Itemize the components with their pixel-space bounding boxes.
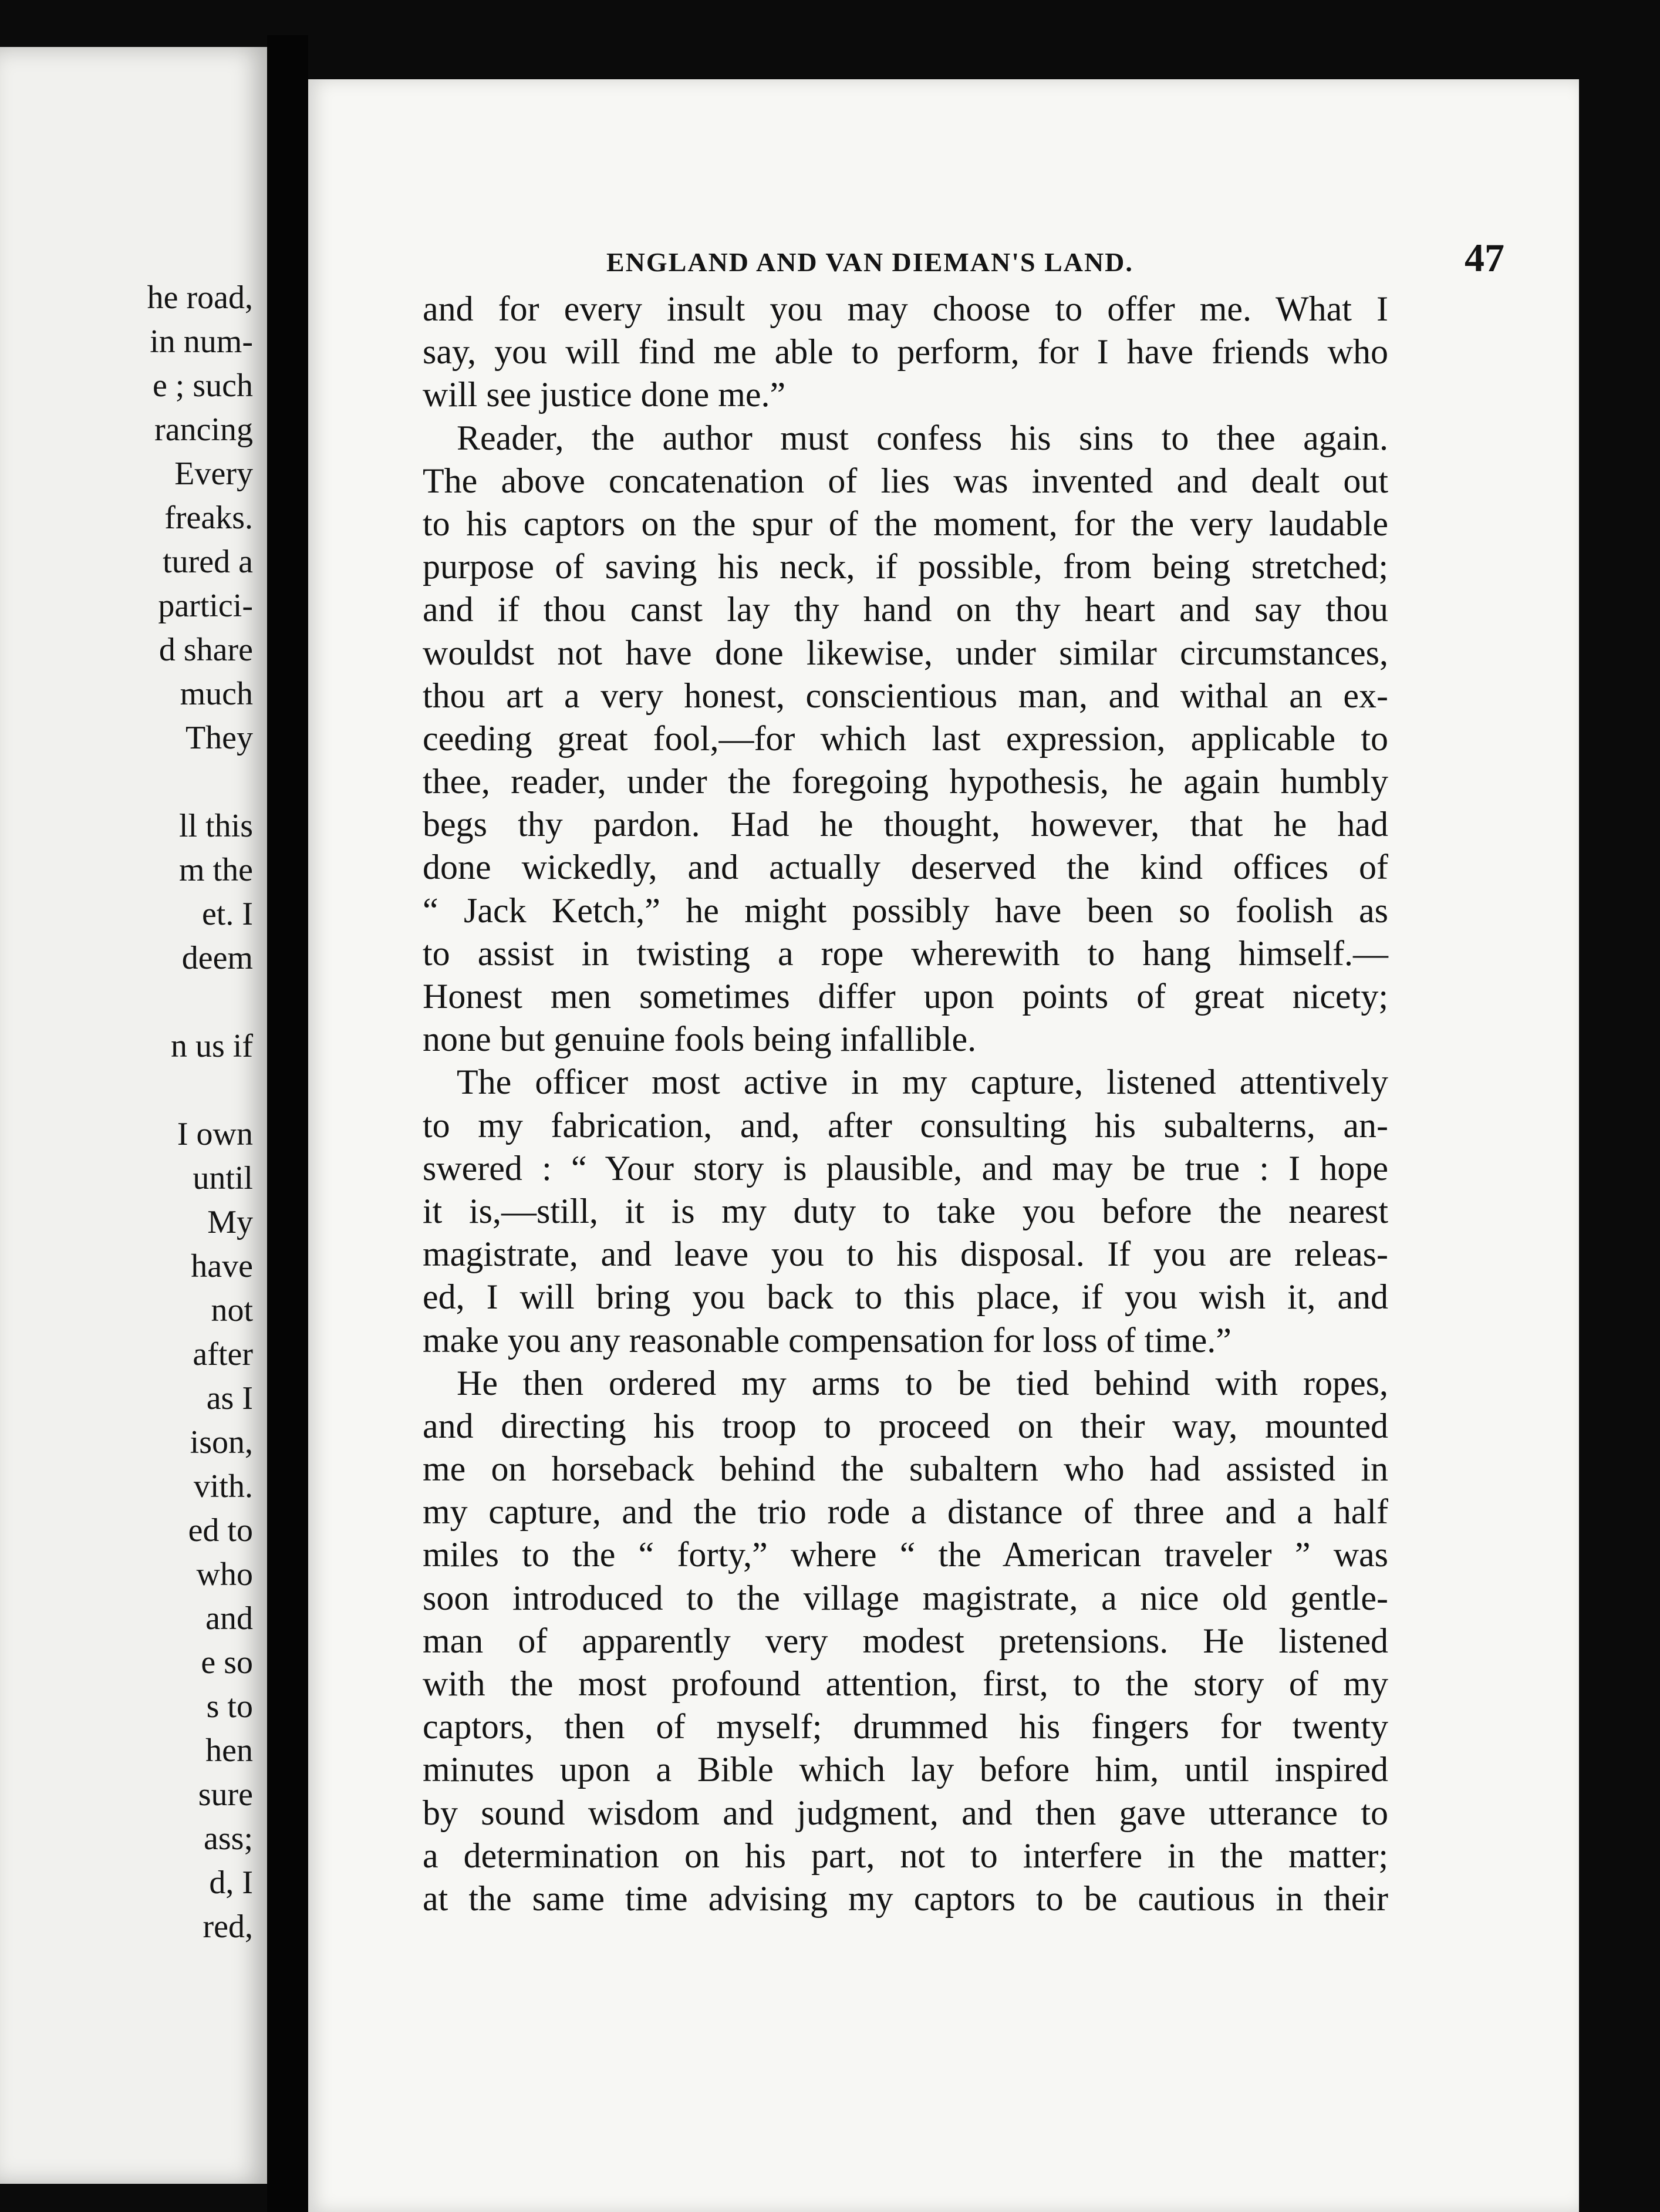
facing-page-line [0, 1068, 253, 1112]
text-line: The above concatenation of lies was invented and dealt out [423, 461, 1388, 500]
text-line: at the same time advising my captors to be cautious in their [423, 1879, 1388, 1918]
facing-page-line: and [205, 1600, 253, 1637]
book-page [308, 79, 1579, 2212]
text-line: done wickedly, and actually deserved the kind offices of [423, 848, 1388, 887]
running-head [606, 229, 1504, 294]
facing-page-line: hen [205, 1732, 253, 1769]
text-line: none but genuine fools being infallible. [423, 1020, 977, 1059]
text-line: man of apparently very modest pretensions. He listened [423, 1621, 1388, 1660]
text-line: purpose of saving his neck, if possible, from being stretched; [423, 547, 1388, 586]
text-line: captors, then of myself; drummed his fingers for twenty [423, 1707, 1388, 1746]
facing-page-line [0, 980, 253, 1024]
facing-page-text [0, 276, 253, 1949]
text-line: me on horseback behind the subaltern who had assisted in [423, 1449, 1388, 1489]
text-line: to his captors on the spur of the moment, for the very laudable [423, 504, 1388, 543]
text-line: thee, reader, under the foregoing hypothesis, he again humbly [423, 762, 1388, 801]
facing-page-line: et. I [201, 896, 253, 932]
text-line: make you any reasonable compensation for loss of time.” [423, 1320, 1231, 1360]
facing-page-line: I own [177, 1116, 253, 1152]
book-gutter [267, 35, 308, 2212]
text-line: “ Jack Ketch,” he might possibly have been so foolish as [423, 891, 1388, 930]
text-line: will see justice done me.” [423, 375, 786, 414]
text-line: minutes upon a Bible which lay before him, until inspired [423, 1750, 1388, 1789]
facing-page-line: m the [179, 852, 253, 888]
facing-page-line: who [196, 1556, 253, 1593]
text-line: by sound wisdom and judgment, and then gave utterance to [423, 1793, 1388, 1832]
text-line: ed, I will bring you back to this place, if you wish it, and [423, 1277, 1388, 1317]
text-line: and for every insult you may choose to offer me. What I [423, 289, 1388, 328]
facing-page-line: tured a [163, 544, 253, 580]
text-line: with the most profound attention, first, to the story of my [423, 1664, 1388, 1703]
facing-page-line: deem [181, 940, 253, 976]
text-line: begs thy pardon. Had he thought, however, that he had [423, 805, 1388, 844]
facing-page-line: rancing [154, 412, 253, 448]
facing-page-line: ed to [188, 1512, 253, 1549]
facing-page-line: d, I [209, 1864, 253, 1901]
facing-page-left [0, 47, 267, 2184]
text-line: and directing his troop to proceed on their way, mounted [423, 1406, 1388, 1445]
facing-page-line: n us if [171, 1028, 253, 1064]
facing-page-line [0, 760, 253, 804]
facing-page-line: much [180, 676, 253, 712]
facing-page-line: ll this [178, 808, 253, 844]
text-line: He then ordered my arms to be tied behind with ropes, [457, 1363, 1388, 1402]
facing-page-line: until [193, 1160, 253, 1196]
page-body-text [423, 288, 1388, 1920]
facing-page-line: e ; such [152, 367, 253, 404]
text-line: ceeding great fool,—for which last expression, applicable to [423, 719, 1388, 758]
text-line: Reader, the author must confess his sins to thee again. [457, 418, 1388, 457]
text-line: to assist in twisting a rope wherewith to hang himself.— [423, 933, 1388, 973]
facing-page-line: Every [174, 456, 253, 492]
text-line: a determination on his part, not to interfere in the matter; [423, 1836, 1388, 1875]
facing-page-line: partici- [158, 588, 253, 624]
page-number: 47 [1465, 235, 1504, 280]
text-line: swered : “ Your story is plausible, and may be true : I hope [423, 1148, 1388, 1188]
facing-page-line: They [185, 720, 253, 756]
facing-page-line: as I [206, 1380, 253, 1417]
text-line: magistrate, and leave you to his disposal. If you are releas- [423, 1235, 1388, 1274]
facing-page-line: ison, [190, 1424, 253, 1461]
facing-page-line: he road, [147, 279, 253, 316]
facing-page-line: red, [203, 1908, 253, 1945]
facing-page-line: My [207, 1204, 253, 1240]
text-line: thou art a very honest, conscientious man, and withal an ex- [423, 676, 1388, 715]
running-title: ENGLAND AND VAN DIEMAN'S LAND. [606, 247, 1133, 277]
text-line: say, you will find me able to perform, for I have friends who [423, 332, 1388, 372]
facing-page-line: d share [158, 632, 253, 668]
facing-page-line: not [211, 1292, 253, 1328]
text-line: my capture, and the trio rode a distance of three and a half [423, 1492, 1388, 1532]
text-line: soon introduced to the village magistrate, a nice old gentle- [423, 1578, 1388, 1617]
facing-page-line: s to [206, 1688, 253, 1725]
facing-page-line: sure [198, 1776, 253, 1813]
text-line: it is,—still, it is my duty to take you before the nearest [423, 1191, 1388, 1230]
facing-page-line: have [191, 1248, 253, 1284]
facing-page-line: ass; [204, 1820, 253, 1857]
text-line: wouldst not have done likewise, under similar circumstances, [423, 633, 1388, 672]
text-line: miles to the “ forty,” where “ the American traveler ” was [423, 1535, 1388, 1574]
facing-page-line: after [193, 1336, 253, 1373]
text-line: to my fabrication, and, after consulting his subalterns, an- [423, 1105, 1388, 1145]
text-line: and if thou canst lay thy hand on thy heart and say thou [423, 590, 1388, 629]
facing-page-line: in num- [150, 323, 253, 360]
facing-page-line: e so [201, 1644, 253, 1681]
text-line: The officer most active in my capture, listened attentively [457, 1063, 1388, 1102]
facing-page-line: freaks. [164, 500, 253, 536]
text-line: Honest men sometimes differ upon points of great nicety; [423, 977, 1388, 1016]
facing-page-line: vith. [193, 1468, 253, 1505]
